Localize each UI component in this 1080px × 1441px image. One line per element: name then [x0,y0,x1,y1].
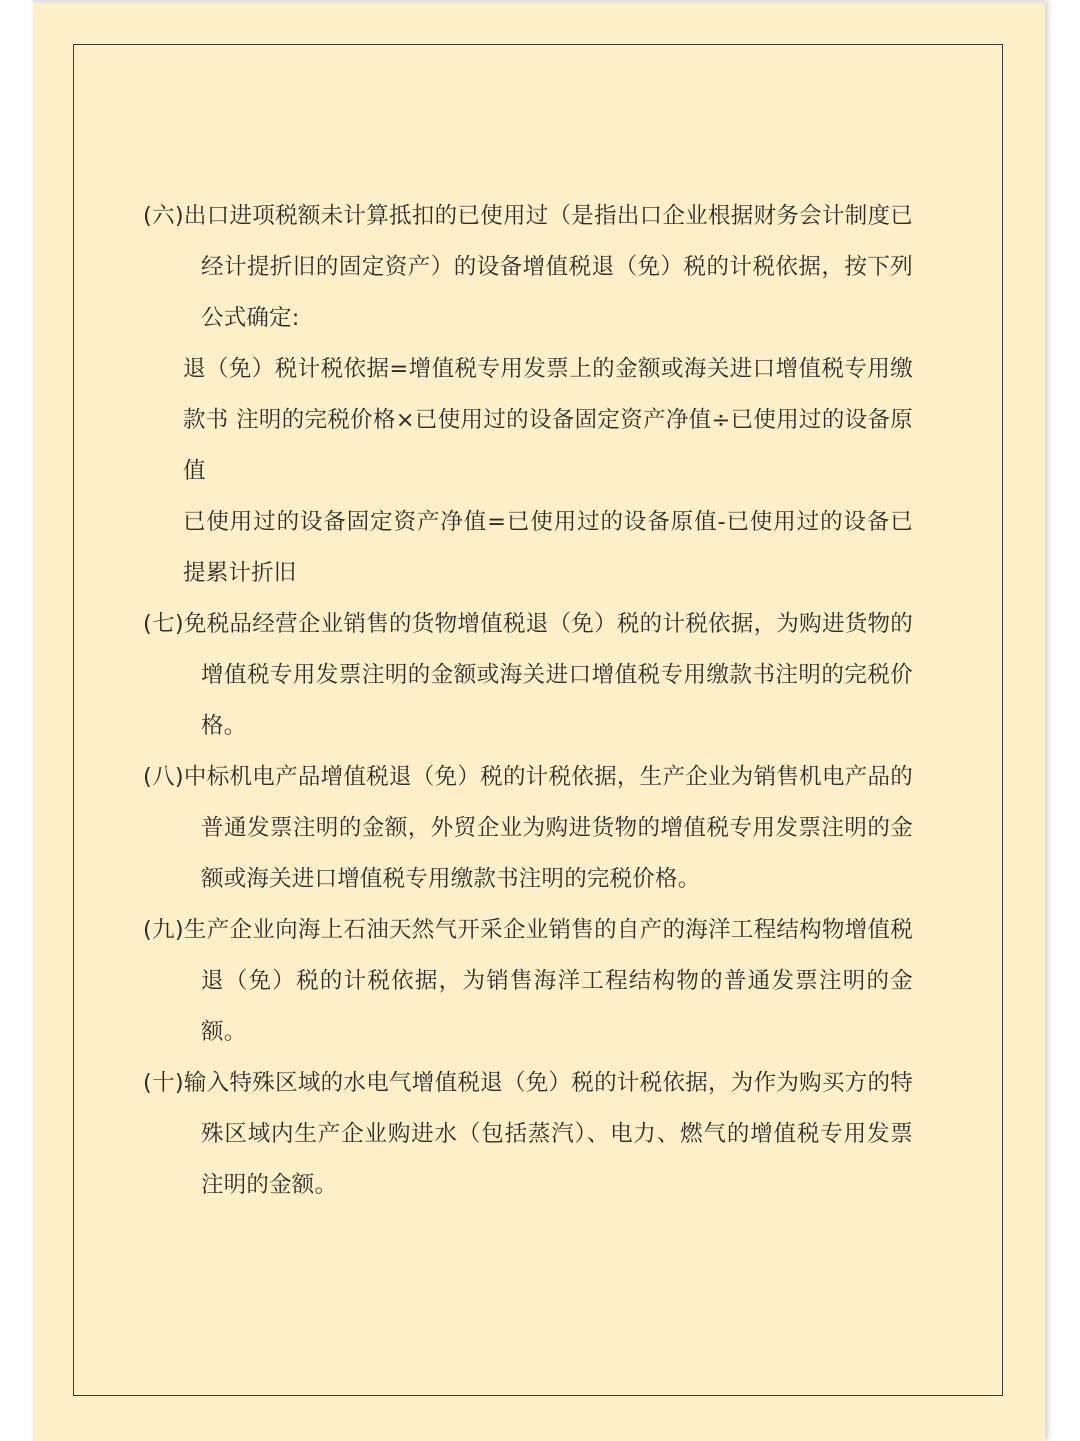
clause-7-text: 免税品经营企业销售的货物增值税退（免）税的计税依据，为购进货物的增值税专用发票注明的金额或海关进口增值税专用缴款书注明的完税价格。 [183,611,914,739]
clause-7-number: (七) [143,611,184,637]
clause-9 [143,905,913,1058]
clause-7 [143,599,913,752]
clause-6-text: 出口进项税额未计算抵扣的已使用过（是指出口企业根据财务会计制度已经计提折旧的固定资产）的设备增值税退（免）税的计税依据，按下列公式确定: [183,203,914,331]
clause-8 [143,752,913,905]
document-body [143,191,913,1211]
clause-9-number: (九) [143,917,184,943]
clause-9-text: 生产企业向海上石油天然气开采企业销售的自产的海洋工程结构物增值税退（免）税的计税依据，为销售海洋工程结构物的普通发票注明的金额。 [183,917,914,1045]
clause-8-text: 中标机电产品增值税退（免）税的计税依据，生产企业为销售机电产品的普通发票注明的金额，外贸企业为购进货物的增值税专用发票注明的金额或海关进口增值税专用缴款书注明的完税价格。 [183,764,914,892]
document-page [33,0,1045,1441]
clause-6-number: (六) [143,203,184,229]
clause-6 [143,191,913,344]
clause-10-text: 输入特殊区域的水电气增值税退（免）税的计税依据，为作为购买方的特殊区域内生产企业购进水（包括蒸汽）、电力、燃气的增值税专用发票注明的金额。 [183,1070,914,1198]
clause-8-number: (八) [143,764,184,790]
clause-10 [143,1058,913,1211]
clause-10-number: (十) [143,1070,184,1096]
formula-net-value: 已使用过的设备固定资产净值=已使用过的设备原值-已使用过的设备已提累计折旧 [183,509,913,586]
formula-refund-basis: 退（免）税计税依据=增值税专用发票上的金额或海关进口增值税专用缴款书 注明的完税价格×已使用过的设备固定资产净值÷已使用过的设备原值 [183,356,913,484]
